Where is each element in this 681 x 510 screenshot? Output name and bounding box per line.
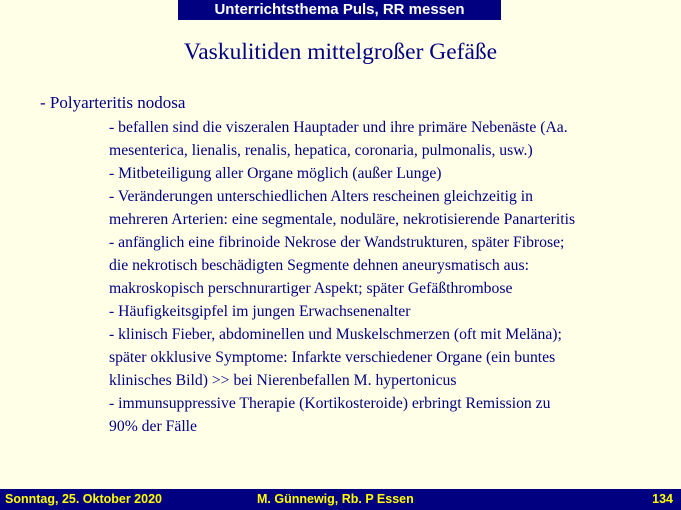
body-line: - Mitbeteiligung aller Organe möglich (außer Lunge) — [109, 165, 442, 182]
body-line: - befallen sind die viszeralen Hauptader und ihre primäre Nebenäste (Aa. — [109, 119, 568, 136]
topic-banner — [178, 0, 501, 20]
body-line: - immunsuppressive Therapie (Kortikosteroide) erbringt Remission zu — [109, 395, 551, 412]
slide-body — [109, 116, 679, 438]
body-line: - Häufigkeitsgipfel im jungen Erwachsenenalter — [109, 303, 411, 320]
topic-banner-text: Unterrichtsthema Puls, RR messen — [214, 1, 465, 18]
body-line: - Veränderungen unterschiedlichen Alters rescheinen gleichzeitig in — [109, 188, 533, 205]
body-line: makroskopisch perschnurartiger Aspekt; später Gefäßthrombose — [109, 280, 513, 297]
body-line: mehreren Arterien: eine segmentale, noduläre, nekrotisierende Panarteritis — [109, 211, 576, 228]
body-line: mesenterica, lienalis, renalis, hepatica, coronaria, pulmonalis, usw.) — [109, 142, 533, 159]
body-line: später okklusive Symptome: Infarkte verschiedener Organe (ein buntes — [109, 349, 556, 366]
body-line: - klinisch Fieber, abdominellen und Muskelschmerzen (oft mit Meläna); — [109, 326, 562, 343]
footer-bar — [0, 489, 681, 510]
footer-date: Sonntag, 25. Oktober 2020 — [5, 492, 162, 506]
body-line: die nekrotisch beschädigten Segmente dehnen aneurysmatisch aus: — [109, 257, 529, 274]
body-line: - anfänglich eine fibrinoide Nekrose der Wandstrukturen, später Fibrose; — [109, 234, 565, 251]
body-line: 90% der Fälle — [109, 418, 197, 435]
slide-title: Vaskulitiden mittelgroßer Gefäße — [183, 39, 498, 65]
page-number: 134 — [652, 492, 673, 506]
body-line: klinisches Bild) >> bei Nierenbefallen M. hypertonicus — [109, 372, 457, 389]
bullet-heading: - Polyarteritis nodosa — [40, 93, 186, 112]
footer-author: M. Günnewig, Rb. P Essen — [257, 492, 414, 506]
